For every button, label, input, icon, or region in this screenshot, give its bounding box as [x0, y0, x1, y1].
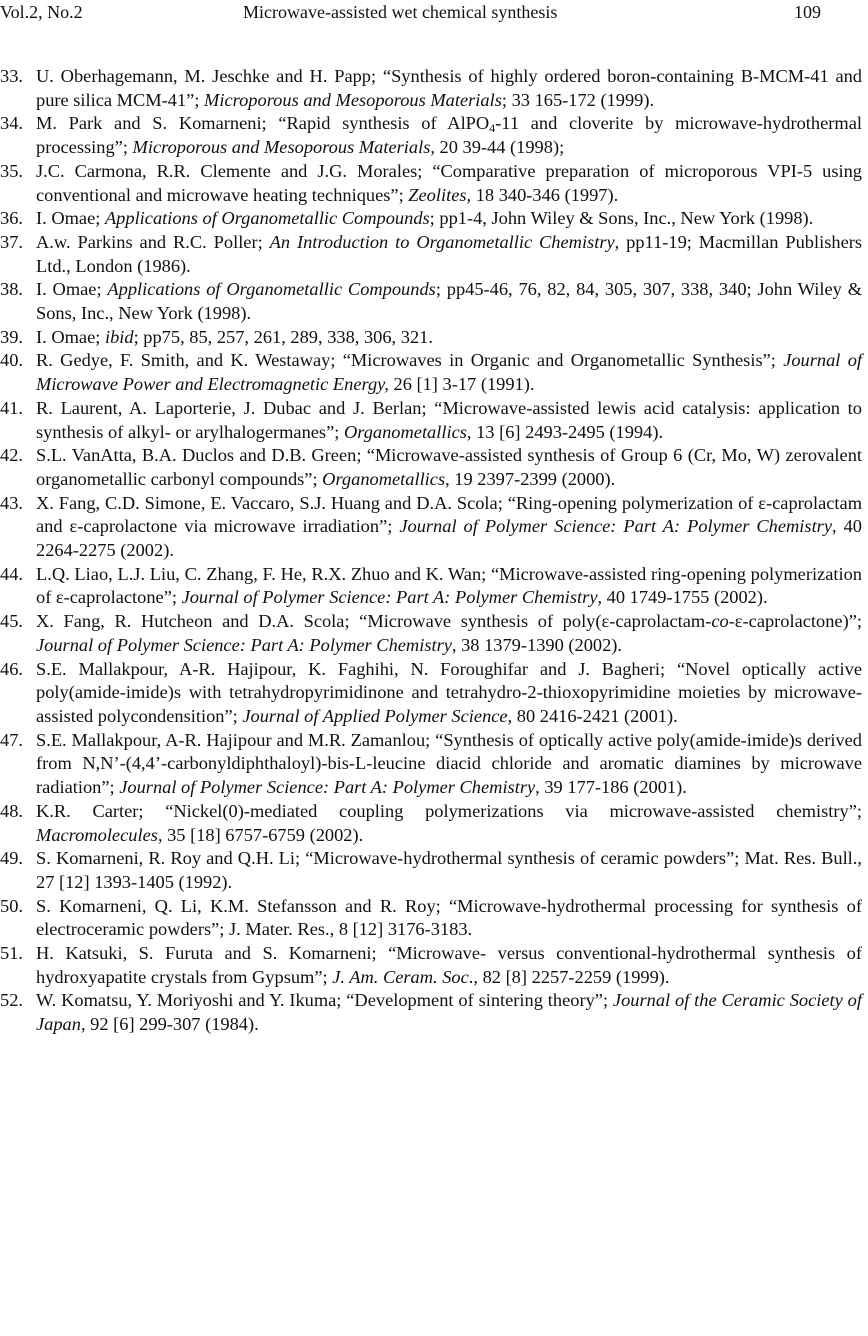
reference-item	[0, 326, 862, 350]
reference-text: , pp11-19; Macmillan Publishers Ltd., London (1986).	[36, 231, 863, 276]
reference-number: 45.	[0, 611, 23, 632]
running-title: Microwave-assisted wet chemical synthesis	[243, 2, 558, 22]
reference-text: 4	[489, 121, 496, 136]
reference-text: , 19 2397-2399 (2000).	[445, 468, 616, 489]
reference-text: M. Park and S. Komarneni; “Rapid synthesis of AlPO	[36, 113, 490, 134]
reference-item	[0, 349, 862, 396]
reference-item	[0, 397, 862, 444]
reference-italic-text: Journal of Polymer Science: Part A: Polymer Chemistry	[36, 634, 452, 655]
reference-text: A.w. Parkins and R.C. Poller;	[36, 231, 270, 252]
reference-number: 33.	[0, 66, 23, 86]
reference-text: R. Laurent, A. Laporterie, J. Dubac and J. Berlan; “Microwave-assisted lewis acid catalysis: application to synthesis of alkyl- or arylhalogermanes”;	[36, 397, 862, 442]
reference-number: 42.	[0, 445, 23, 466]
reference-number: 41.	[0, 397, 23, 418]
reference-text: -ε-caprolactone)”;	[728, 611, 862, 632]
reference-text: W. Komatsu, Y. Moriyoshi and Y. Ikuma; “Development of sintering theory”;	[36, 990, 613, 1011]
reference-italic-text: ibid	[104, 326, 134, 347]
reference-text: , 38 1379-1390 (2002).	[451, 634, 623, 655]
reference-italic-text: Journal of Polymer Science: Part A: Polymer Chemistry	[181, 587, 598, 608]
reference-number: 47.	[0, 729, 23, 750]
reference-text: ; pp1-4, John Wiley & Sons, Inc., New York (1998).	[429, 208, 814, 229]
reference-item	[0, 278, 862, 325]
reference-text: I. Omae;	[36, 208, 105, 229]
reference-text: , 80 2416-2421 (2001).	[507, 705, 678, 726]
reference-italic-text: Applications of Organometallic Compounds	[104, 208, 430, 229]
reference-italic-text: Microporous and Mesoporous Materials	[204, 89, 502, 110]
reference-item	[0, 610, 862, 657]
reference-italic-text: Journal of Polymer Science: Part A: Polymer Chemistry	[399, 516, 833, 537]
reference-text: 35 [18] 6757-6759 (2002).	[162, 824, 364, 845]
reference-list	[0, 65, 862, 1037]
reference-item	[0, 492, 862, 563]
reference-text: X. Fang, R. Hutcheon and D.A. Scola; “Microwave synthesis of poly(ε-caprolactam-	[36, 611, 712, 632]
reference-item	[0, 942, 862, 989]
reference-text: , 18 340-346 (1997).	[466, 184, 619, 205]
reference-italic-text: An Introduction to Organometallic Chemistry	[269, 231, 615, 252]
reference-italic-text: Microporous and Mesoporous Materials,	[132, 137, 435, 158]
reference-text: ., 82 [8] 2257-2259 (1999).	[468, 966, 670, 987]
reference-text: S.E. Mallakpour, A-R. Hajipour and M.R. Zamanlou; “Synthesis of optically active poly(amide-imide)s derived from N,N’-(4,4’-carbonyldiphthaloyl)-bis-L-leucine diacid chloride and aromatic diamines by microwave radiation”;	[36, 729, 862, 798]
reference-text: ; 33 165-172 (1999).	[501, 89, 655, 110]
reference-italic-text: Organometallics	[322, 468, 446, 489]
reference-number: 51.	[0, 943, 23, 964]
reference-italic-text: J. Am. Ceram. Soc	[332, 966, 469, 987]
reference-item	[0, 160, 862, 207]
reference-number: 37.	[0, 231, 23, 252]
reference-number: 46.	[0, 658, 23, 679]
reference-text: S.L. VanAtta, B.A. Duclos and D.B. Green; “Microwave-assisted synthesis of Group 6 (Cr, Mo, W) zerovalent organometallic carbonyl compounds”;	[36, 445, 862, 489]
reference-text: S.E. Mallakpour, A-R. Hajipour, K. Faghihi, N. Foroughifar and J. Bagheri; “Novel optically active poly(amide-imide)s with tetrahydropyrimidinone and tetrahydro-2-thioxopyrimidine moieties by microwave-assisted polycondensition”;	[36, 658, 862, 726]
reference-number: 40.	[0, 350, 23, 371]
reference-text: I. Omae;	[36, 279, 108, 300]
reference-text: 26 [1] 3-17 (1991).	[388, 374, 535, 395]
reference-text: ; pp45-46, 76, 82, 84, 305, 307, 338, 340; John Wiley & Sons, Inc., New York (1998).	[36, 279, 863, 324]
reference-number: 35.	[0, 160, 23, 181]
reference-item	[0, 231, 862, 278]
reference-text: K.R. Carter; “Nickel(0)-mediated coupling polymerizations via microwave-assisted chemistry”;	[36, 800, 862, 821]
reference-number: 39.	[0, 326, 23, 347]
reference-item	[0, 563, 862, 610]
reference-text: X. Fang, C.D. Simone, E. Vaccaro, S.J. Huang and D.A. Scola; “Ring-opening polymerization of ε-caprolactam and ε-caprolactone via microwave irradiation”;	[36, 492, 862, 537]
reference-item	[0, 895, 862, 942]
reference-item	[0, 847, 862, 894]
reference-text: L.Q. Liao, L.J. Liu, C. Zhang, F. He, R.X. Zhuo and K. Wan; “Microwave-assisted ring-opening polymerization of ε-caprolactone”;	[36, 563, 862, 608]
reference-text: S. Komarneni, Q. Li, K.M. Stefansson and R. Roy; “Microwave-hydrothermal processing for synthesis of electroceramic powders”; J. Mater. Res., 8 [12] 3176-3183.	[36, 895, 862, 940]
reference-italic-text: Journal of Microwave Power and Electromagnetic Energy,	[36, 350, 862, 395]
reference-text: 20 39-44 (1998);	[434, 137, 565, 158]
reference-text: S. Komarneni, R. Roy and Q.H. Li; “Microwave-hydrothermal synthesis of ceramic powders”; Mat. Res. Bull., 27 [12] 1393-1405 (1992).	[36, 848, 862, 892]
reference-item	[0, 112, 862, 159]
reference-italic-text: Journal of the Ceramic Society of Japan	[36, 990, 862, 1035]
reference-number: 34.	[0, 113, 23, 134]
reference-item	[0, 65, 862, 112]
reference-text: ; pp75, 85, 257, 261, 289, 338, 306, 321.	[133, 326, 433, 347]
reference-italic-text: Organometallics	[343, 421, 467, 442]
reference-number: 48.	[0, 800, 23, 821]
reference-text: , 13 [6] 2493-2495 (1994).	[466, 421, 664, 442]
reference-text: I. Omae;	[36, 326, 105, 347]
reference-text: , 92 [6] 299-307 (1984).	[80, 1014, 259, 1035]
reference-text: , 39 177-186 (2001).	[535, 777, 687, 798]
reference-text: U. Oberhagemann, M. Jeschke and H. Papp; “Synthesis of highly ordered boron-containing B-MCM-41 and pure silica MCM-41”;	[36, 66, 862, 110]
reference-item	[0, 800, 862, 847]
reference-number: 43.	[0, 492, 23, 513]
reference-text: J.C. Carmona, R.R. Clemente and J.G. Morales; “Comparative preparation of microporous VPI-5 using conventional and microwave heating techniques”;	[36, 160, 862, 205]
reference-text: R. Gedye, F. Smith, and K. Westaway; “Microwaves in Organic and Organometallic Synthesis”;	[36, 350, 784, 371]
reference-italic-text: Zeolites	[408, 184, 467, 205]
reference-number: 49.	[0, 848, 23, 869]
reference-item	[0, 207, 862, 231]
reference-number: 38.	[0, 279, 23, 300]
running-header	[0, 2, 868, 26]
reference-text: H. Katsuki, S. Furuta and S. Komarneni; “Microwave- versus conventional-hydrothermal synthesis of hydroxyapatite crystals from Gypsum”;	[36, 943, 862, 987]
reference-text: , 40 1749-1755 (2002).	[597, 587, 768, 608]
reference-italic-text: Applications of Organometallic Compounds	[107, 279, 436, 300]
reference-item	[0, 658, 862, 729]
reference-item	[0, 729, 862, 800]
reference-item	[0, 989, 862, 1036]
reference-italic-text: Macromolecules,	[36, 824, 163, 845]
reference-item	[0, 444, 862, 491]
reference-text: , 40 2264-2275 (2002).	[36, 516, 862, 561]
reference-number: 50.	[0, 895, 23, 916]
reference-italic-text: Journal of Polymer Science: Part A: Polymer Chemistry	[119, 777, 536, 798]
reference-number: 52.	[0, 990, 23, 1011]
reference-italic-text: co	[711, 611, 729, 632]
reference-number: 44.	[0, 563, 23, 584]
reference-italic-text: Journal of Applied Polymer Science	[242, 705, 508, 726]
reference-text: -11 and cloverite by microwave-hydrothermal processing”;	[36, 113, 862, 158]
volume-issue: Vol.2, No.2	[0, 2, 83, 22]
reference-number: 36.	[0, 208, 23, 229]
page-number: 109	[794, 2, 821, 22]
